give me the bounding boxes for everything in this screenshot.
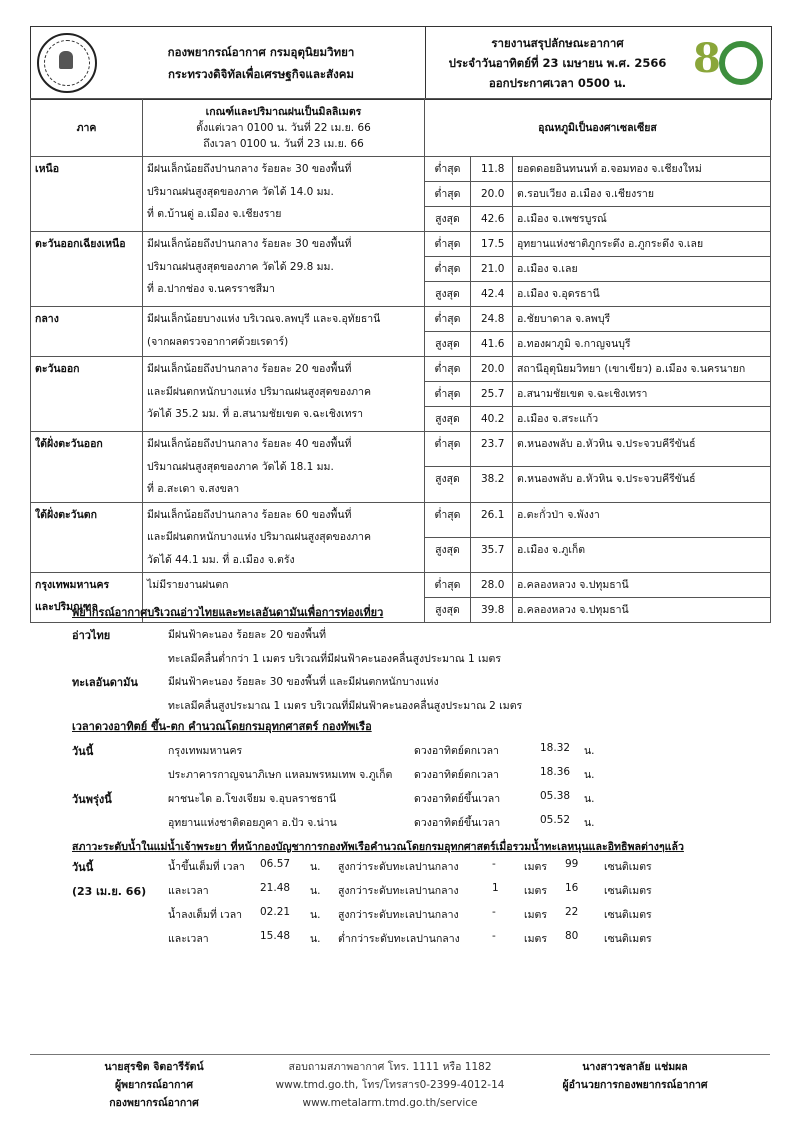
- col-rain-header: [143, 99, 425, 157]
- temp-kind: สูงสุด: [425, 407, 471, 432]
- temp-value: 21.0: [471, 257, 513, 282]
- footer-left: [64, 1058, 244, 1112]
- region-name: ตะวันออกเฉียงเหนือ: [31, 232, 143, 307]
- sun-location: กรุงเทพมหานคร: [168, 745, 243, 757]
- sun-location: อุทยานแห่งชาติดอยภูคา อ.ปัว จ.น่าน: [168, 817, 337, 829]
- temp-value: 20.0: [471, 182, 513, 207]
- table-row: [31, 432, 771, 467]
- temp-kind: ต่ำสุด: [425, 157, 471, 182]
- temp-location: ต.หนองพลับ อ.หัวหิน จ.ประจวบคีรีขันธ์: [513, 432, 771, 467]
- forecast-title: พยากรณ์อากาศบริเวณอ่าวไทยและทะเลอันดามันเพื่อการท่องเที่ยว: [72, 606, 384, 619]
- sun-time: 18.36: [540, 766, 571, 778]
- temp-location: อ.คลองหลวง จ.ปทุมธานี: [513, 598, 771, 623]
- temp-value: 40.2: [471, 407, 513, 432]
- sun-time: 18.32: [540, 742, 571, 754]
- temp-value: 38.2: [471, 467, 513, 502]
- temp-location: อ.ทองผาภูมิ จ.กาญจนบุรี: [513, 332, 771, 357]
- temp-value: 42.4: [471, 282, 513, 307]
- region-name: ตะวันออก: [31, 357, 143, 432]
- temp-kind: ต่ำสุด: [425, 502, 471, 537]
- table-row: [31, 157, 771, 182]
- rain-header-to: ถึงเวลา 0100 น. วันที่ 23 เม.ย. 66: [203, 137, 364, 150]
- temp-location: อ.เมือง จ.สระแก้ว: [513, 407, 771, 432]
- sun-time-unit: น.: [584, 817, 595, 829]
- tide-time-unit: น.: [310, 933, 321, 945]
- col-region-header: ภาค: [31, 99, 143, 157]
- temp-kind: ต่ำสุด: [425, 232, 471, 257]
- tide-cm-unit: เซนติเมตร: [604, 933, 652, 945]
- temp-location: อ.เมือง จ.เลย: [513, 257, 771, 282]
- rain-summary: ไม่มีรายงานฝนตก: [143, 573, 425, 623]
- report-date: ประจำวันอาทิตย์ที่ 23 เมษายน พ.ศ. 2566: [448, 56, 667, 70]
- temp-location: อ.เมือง จ.ภูเก็ต: [513, 537, 771, 572]
- temp-location: อ.ชัยบาดาล จ.ลพบุรี: [513, 307, 771, 332]
- sun-event: ดวงอาทิตย์ตกเวลา: [414, 769, 499, 781]
- sun-event: ดวงอาทิตย์ขึ้นเวลา: [414, 817, 501, 829]
- temp-location: สถานีอุตุนิยมวิทยา (เขาเขียว) อ.เมือง จ.นครนายก: [513, 357, 771, 382]
- temp-value: 24.8: [471, 307, 513, 332]
- temp-kind: ต่ำสุด: [425, 182, 471, 207]
- header-right: [426, 27, 771, 99]
- forecaster-name: นายสุรชิต จิตอารีรัตน์: [104, 1061, 204, 1073]
- temp-value: 28.0: [471, 573, 513, 598]
- weather-summary-table: [30, 98, 771, 623]
- sun-time-unit: น.: [584, 793, 595, 805]
- region-name: ใต้ฝั่งตะวันออก: [31, 432, 143, 503]
- tide-time-unit: น.: [310, 861, 321, 873]
- header-left: [31, 27, 426, 99]
- ministry-name: กระทรวงดิจิทัลเพื่อเศรษฐกิจและสังคม: [168, 67, 354, 81]
- temp-value: 41.6: [471, 332, 513, 357]
- tide-date-label: (23 เม.ย. 66): [72, 885, 147, 898]
- temp-location: ต.รอบเวียง อ.เมือง จ.เชียงราย: [513, 182, 771, 207]
- temp-location: อ.คลองหลวง จ.ปทุมธานี: [513, 573, 771, 598]
- contact-service-url[interactable]: www.metalarm.tmd.go.th/service: [302, 1097, 478, 1109]
- anniversary-80-logo-icon: 8: [689, 33, 765, 93]
- sun-tomorrow-label: วันพรุ่งนี้: [72, 793, 112, 806]
- table-row: [31, 232, 771, 257]
- rain-header-from: ตั้งแต่เวลา 0100 น. วันที่ 22 เม.ย. 66: [196, 121, 371, 134]
- tide-reference: สูงกว่าระดับทะเลปานกลาง: [338, 861, 459, 873]
- tide-meters: -: [492, 906, 496, 918]
- tide-cm-unit: เซนติเมตร: [604, 861, 652, 873]
- tide-cm-unit: เซนติเมตร: [604, 909, 652, 921]
- rain-summary: มีฝนเล็กน้อยถึงปานกลาง ร้อยละ 30 ของพื้นที่ ปริมาณฝนสูงสุดของภาค วัดได้ 14.0 มม. ที่ ต.บ้านดู่ อ.เมือง จ.เชียงราย: [143, 157, 425, 232]
- tmd-seal-icon: [37, 33, 97, 93]
- tide-event: น้ำขึ้นเต็มที่ เวลา: [168, 861, 245, 873]
- temp-value: 17.5: [471, 232, 513, 257]
- temp-value: 11.8: [471, 157, 513, 182]
- forecaster-position: ผู้พยากรณ์อากาศ: [115, 1079, 193, 1091]
- tide-reference: ต่ำกว่าระดับทะเลปานกลาง: [338, 933, 460, 945]
- tide-event: น้ำลงเต็มที่ เวลา: [168, 909, 243, 921]
- temp-kind: สูงสุด: [425, 207, 471, 232]
- tide-cm-unit: เซนติเมตร: [604, 885, 652, 897]
- rain-header-title: เกณฑ์และปริมาณฝนเป็นมิลลิเมตร: [205, 105, 362, 118]
- contact-website[interactable]: www.tmd.go.th, โทร/โทรสาร0-2399-4012-14: [275, 1079, 505, 1091]
- temp-kind: ต่ำสุด: [425, 257, 471, 282]
- sun-today-label: วันนี้: [72, 745, 94, 758]
- andaman-line-1: มีฝนฟ้าคะนอง ร้อยละ 30 ของพื้นที่ และมีฝนตกหนักบางแห่ง: [168, 676, 439, 688]
- tide-title: สภาวะระดับน้ำในแม่น้ำเจ้าพระยา ที่หน้ากองบัญชาการกองทัพเรือคำนวณโดยกรมอุทกศาสตร์เมื่อรวมน้ำทะเลหนุนและอิทธิพลต่างๆแล้ว: [72, 841, 684, 853]
- region-name: กรุงเทพมหานคร และปริมณฑล: [31, 573, 143, 623]
- temp-value: 42.6: [471, 207, 513, 232]
- temp-kind: ต่ำสุด: [425, 573, 471, 598]
- temp-location: อ.ตะกั่วป่า จ.พังงา: [513, 502, 771, 537]
- gulf-line-2: ทะเลมีคลื่นต่ำกว่า 1 เมตร บริเวณที่มีฝนฟ้าคะนองคลื่นสูงประมาณ 1 เมตร: [168, 653, 501, 665]
- table-row: [31, 357, 771, 382]
- temp-kind: สูงสุด: [425, 467, 471, 502]
- temp-value: 23.7: [471, 432, 513, 467]
- footer-middle: [260, 1058, 520, 1112]
- temp-kind: ต่ำสุด: [425, 432, 471, 467]
- issue-time: ออกประกาศเวลา 0500 น.: [488, 76, 627, 90]
- temp-kind: ต่ำสุด: [425, 307, 471, 332]
- temp-value: 20.0: [471, 357, 513, 382]
- tide-centimeters: 80: [565, 930, 579, 942]
- sun-time-unit: น.: [584, 745, 595, 757]
- table-row: [31, 502, 771, 537]
- gulf-label: อ่าวไทย: [72, 629, 111, 642]
- tide-event: และเวลา: [168, 933, 209, 945]
- sun-time: 05.52: [540, 814, 571, 826]
- forecaster-org: กองพยากรณ์อากาศ: [109, 1097, 199, 1109]
- temp-value: 25.7: [471, 382, 513, 407]
- tide-meter-unit: เมตร: [524, 885, 547, 897]
- region-name: ใต้ฝั่งตะวันตก: [31, 502, 143, 573]
- region-name: เหนือ: [31, 157, 143, 232]
- report-title: รายงานสรุปลักษณะอากาศ: [491, 36, 624, 50]
- sun-location: ผาชนะได อ.โขงเจียม จ.อุบลราชธานี: [168, 793, 337, 805]
- footer-divider: [30, 1054, 770, 1055]
- temp-value: 39.8: [471, 598, 513, 623]
- footer-right: [520, 1058, 750, 1094]
- director-name: นางสาวชลาลัย แช่มผล: [582, 1061, 688, 1073]
- andaman-label: ทะเลอันดามัน: [72, 676, 138, 689]
- tide-time: 06.57: [260, 858, 291, 870]
- sun-event: ดวงอาทิตย์ขึ้นเวลา: [414, 793, 501, 805]
- gulf-line-1: มีฝนฟ้าคะนอง ร้อยละ 20 ของพื้นที่: [168, 629, 327, 641]
- andaman-line-2: ทะเลมีคลื่นสูงประมาณ 1 เมตร บริเวณที่มีฝนฟ้าคะนองคลื่นสูงประมาณ 2 เมตร: [168, 700, 523, 712]
- tide-today-label: วันนี้: [72, 861, 94, 874]
- tide-centimeters: 16: [565, 882, 579, 894]
- tide-time-unit: น.: [310, 909, 321, 921]
- sun-event: ดวงอาทิตย์ตกเวลา: [414, 745, 499, 757]
- sun-time: 05.38: [540, 790, 571, 802]
- tide-time: 02.21: [260, 906, 291, 918]
- temp-kind: ต่ำสุด: [425, 382, 471, 407]
- rain-summary: มีฝนเล็กน้อยถึงปานกลาง ร้อยละ 60 ของพื้นที่ และมีฝนตกหนักบางแห่ง ปริมาณฝนสูงสุดของภาค วัดได้ 44.1 มม. ที่ อ.เมือง จ.ตรัง: [143, 502, 425, 573]
- contact-phone: สอบถามสภาพอากาศ โทร. 1111 หรือ 1182: [288, 1061, 492, 1073]
- region-name: กลาง: [31, 307, 143, 357]
- tide-centimeters: 22: [565, 906, 579, 918]
- tide-meters: 1: [492, 882, 499, 894]
- temp-location: อ.เมือง จ.อุดรธานี: [513, 282, 771, 307]
- tide-meters: -: [492, 858, 496, 870]
- temp-kind: ต่ำสุด: [425, 357, 471, 382]
- temp-location: อุทยานแห่งชาติภูกระดึง อ.ภูกระดึง จ.เลย: [513, 232, 771, 257]
- table-row: [31, 307, 771, 332]
- temp-location: ยอดดอยอินทนนท์ อ.จอมทอง จ.เชียงใหม่: [513, 157, 771, 182]
- rain-summary: มีฝนเล็กน้อยถึงปานกลาง ร้อยละ 30 ของพื้นที่ ปริมาณฝนสูงสุดของภาค วัดได้ 29.8 มม. ที่ อ.ปากช่อง จ.นครราชสีมา: [143, 232, 425, 307]
- temp-kind: สูงสุด: [425, 537, 471, 572]
- temp-kind: สูงสุด: [425, 332, 471, 357]
- tide-reference: สูงกว่าระดับทะเลปานกลาง: [338, 909, 459, 921]
- temp-kind: สูงสุด: [425, 282, 471, 307]
- temp-location: ต.หนองพลับ อ.หัวหิน จ.ประจวบคีรีขันธ์: [513, 467, 771, 502]
- rain-summary: มีฝนเล็กน้อยบางแห่ง บริเวณจ.ลพบุรี และจ.อุทัยธานี (จากผลตรวจอากาศด้วยเรดาร์): [143, 307, 425, 357]
- tide-time-unit: น.: [310, 885, 321, 897]
- table-row: [31, 573, 771, 598]
- tide-event: และเวลา: [168, 885, 209, 897]
- tide-meter-unit: เมตร: [524, 861, 547, 873]
- temp-kind: สูงสุด: [425, 598, 471, 623]
- tide-time: 21.48: [260, 882, 291, 894]
- department-name: กองพยากรณ์อากาศ กรมอุตุนิยมวิทยา: [167, 45, 355, 59]
- rain-summary: มีฝนเล็กน้อยถึงปานกลาง ร้อยละ 20 ของพื้นที่ และมีฝนตกหนักบางแห่ง ปริมาณฝนสูงสุดของภาค วัดได้ 35.2 มม. ที่ อ.สนามชัยเขต จ.ฉะเชิงเทรา: [143, 357, 425, 432]
- col-temp-header: อุณหภูมิเป็นองศาเซลเซียส: [425, 99, 771, 157]
- sun-time-unit: น.: [584, 769, 595, 781]
- tide-reference: สูงกว่าระดับทะเลปานกลาง: [338, 885, 459, 897]
- temp-value: 26.1: [471, 502, 513, 537]
- tide-meters: -: [492, 930, 496, 942]
- temp-location: อ.สนามชัยเขต จ.ฉะเชิงเทรา: [513, 382, 771, 407]
- director-position: ผู้อำนวยการกองพยากรณ์อากาศ: [562, 1079, 708, 1091]
- sun-location: ประภาคารกาญจนาภิเษก แหลมพรหมเทพ จ.ภูเก็ต: [168, 769, 393, 781]
- tide-centimeters: 99: [565, 858, 579, 870]
- tide-time: 15.48: [260, 930, 291, 942]
- temp-location: อ.เมือง จ.เพชรบูรณ์: [513, 207, 771, 232]
- rain-summary: มีฝนเล็กน้อยถึงปานกลาง ร้อยละ 40 ของพื้นที่ ปริมาณฝนสูงสุดของภาค วัดได้ 18.1 มม. ที่ อ.สะเดา จ.สงขลา: [143, 432, 425, 503]
- tide-meter-unit: เมตร: [524, 909, 547, 921]
- temp-value: 35.7: [471, 537, 513, 572]
- report-header: [30, 26, 772, 100]
- tide-meter-unit: เมตร: [524, 933, 547, 945]
- sun-title: เวลาดวงอาทิตย์ ขึ้น-ตก คำนวณโดยกรมอุทกศาสตร์ กองทัพเรือ: [72, 720, 372, 733]
